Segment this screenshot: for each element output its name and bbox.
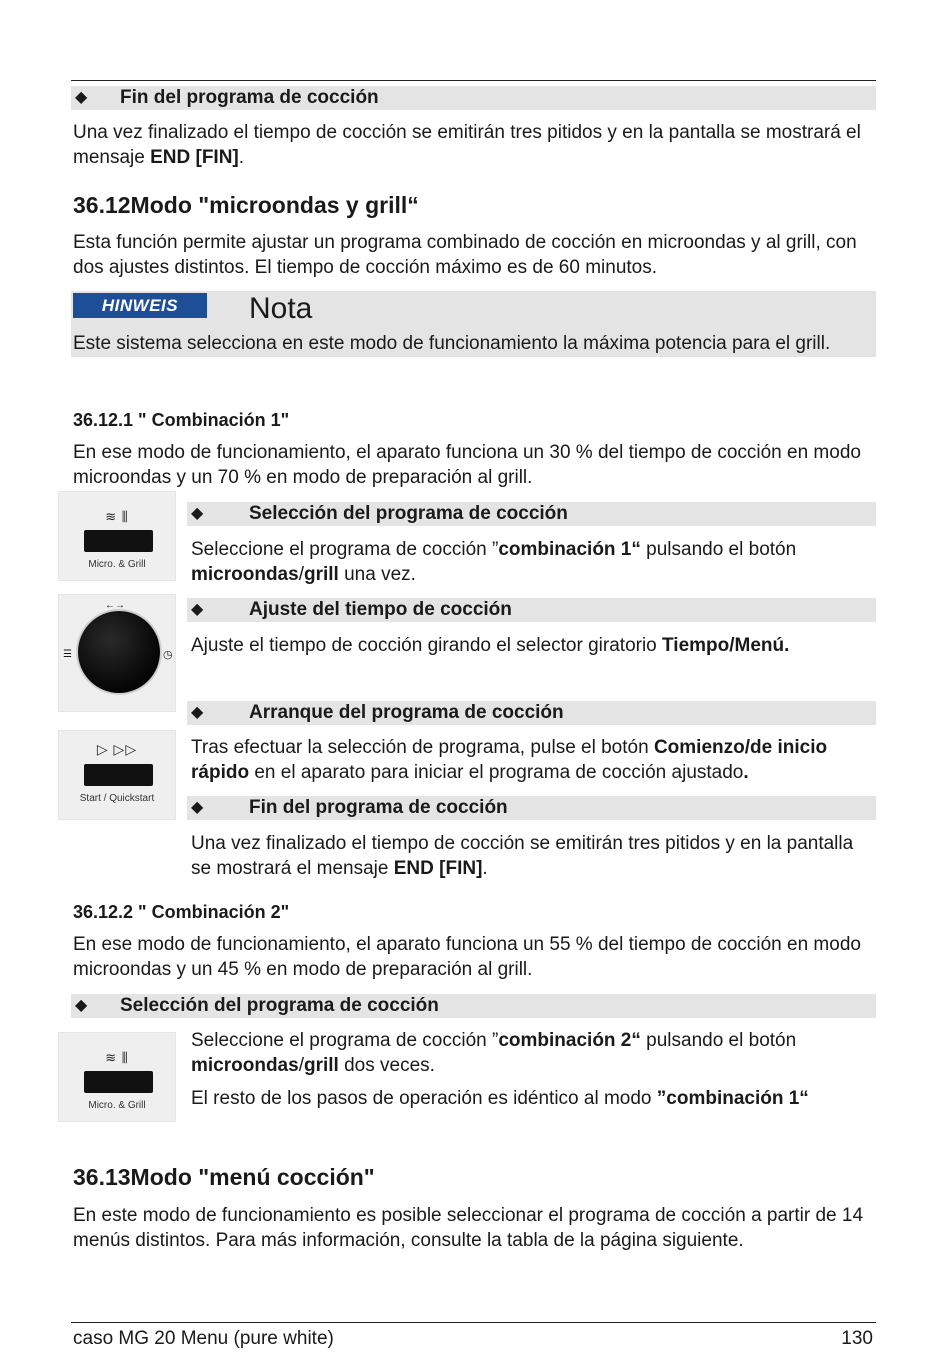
paragraph: En ese modo de funcionamiento, el aparato funciona un 30 % del tiempo de cocción en modo microondas y un 70 % en modo de preparación al grill.	[73, 442, 861, 488]
step-title: Selección del programa de cocción	[249, 503, 568, 524]
button-caption: Start / Quickstart	[79, 793, 155, 804]
button-graphic	[84, 1071, 153, 1093]
paragraph: Ajuste el tiempo de cocción girando el selector giratorio Tiempo/Menú.	[191, 635, 790, 656]
diamond-icon: ◆	[191, 704, 204, 721]
diamond-icon: ◆	[191, 601, 204, 618]
step-title: Fin del programa de cocción	[249, 797, 508, 818]
section-heading: 36.12Modo "microondas y grill“	[73, 192, 419, 218]
diamond-icon: ◆	[191, 505, 204, 522]
step-bar	[187, 701, 876, 725]
note-box	[71, 291, 876, 357]
paragraph: En este modo de funcionamiento es posible seleccionar el programa de cocción a partir de 14 menús distintos. Para más información, consulte la tabla de la página siguiente.	[73, 1205, 864, 1251]
paragraph: Seleccione el programa de cocción ”combinación 1“ pulsando el botón microondas/grill una vez.	[191, 539, 797, 585]
step-bar	[187, 796, 876, 820]
rotary-knob	[78, 611, 160, 693]
hinweis-badge: HINWEIS	[73, 293, 207, 318]
microwave-grill-icon: ≋ ⫼	[105, 1050, 129, 1065]
paragraph: En ese modo de funcionamiento, el aparato funciona un 55 % del tiempo de cocción en modo microondas y un 45 % en modo de preparación al grill.	[73, 934, 861, 980]
paragraph: Seleccione el programa de cocción ”combinación 2“ pulsando el botón microondas/grill dos veces.	[191, 1030, 797, 1076]
start-quickstart-button-illustration	[58, 730, 176, 820]
clock-icon: ◷	[163, 649, 173, 661]
time-menu-dial-illustration	[58, 594, 176, 712]
note-text: Este sistema selecciona en este modo de funcionamiento la máxima potencia para el grill.	[73, 333, 831, 354]
section-bar	[71, 86, 876, 110]
micro-grill-button-illustration	[58, 1032, 176, 1122]
play-icon: ▷ ▷▷	[96, 741, 138, 757]
rotate-arrows-icon: ←→	[105, 600, 125, 611]
button-graphic	[84, 764, 153, 786]
paragraph: Tras efectuar la selección de programa, pulse el botón Comienzo/de inicio rápido en el aparato para iniciar el programa de cocción ajustado.	[191, 737, 828, 783]
diamond-icon: ◆	[75, 997, 88, 1014]
step-bar	[187, 502, 876, 526]
step-title: Arranque del programa de cocción	[249, 702, 564, 723]
button-caption: Micro. & Grill	[88, 559, 146, 570]
diamond-icon: ◆	[75, 89, 88, 106]
microwave-grill-icon: ≋ ⫼	[105, 509, 129, 524]
note-title: Nota	[249, 292, 313, 325]
step-title: Selección del programa de cocción	[120, 995, 439, 1016]
micro-grill-button-illustration	[58, 491, 176, 581]
step-title: Ajuste del tiempo de cocción	[249, 599, 512, 620]
top-rule	[71, 80, 876, 81]
section-heading: 36.13Modo "menú cocción"	[73, 1164, 375, 1190]
menu-list-icon: ☰	[63, 649, 72, 660]
step-bar	[187, 598, 876, 622]
subsection-heading: 36.12.1 " Combinación 1"	[73, 410, 290, 430]
bar-title: Fin del programa de cocción	[120, 87, 379, 108]
paragraph: El resto de los pasos de operación es idéntico al modo ”combinación 1“	[191, 1088, 809, 1109]
step-bar	[71, 994, 876, 1018]
footer-title: caso MG 20 Menu (pure white)	[73, 1328, 334, 1349]
page-number: 130	[841, 1328, 873, 1349]
footer-rule	[71, 1322, 876, 1323]
button-graphic	[84, 530, 153, 552]
paragraph: Una vez finalizado el tiempo de cocción se emitirán tres pitidos y en la pantalla se mostrará el mensaje END [FIN].	[73, 122, 861, 168]
diamond-icon: ◆	[191, 799, 204, 816]
paragraph: Esta función permite ajustar un programa combinado de cocción en microondas y al grill, con dos ajustes distintos. El tiempo de cocción máximo es de 60 minutos.	[73, 232, 857, 278]
subsection-heading: 36.12.2 " Combinación 2"	[73, 902, 290, 922]
paragraph: Una vez finalizado el tiempo de cocción se emitirán tres pitidos y en la pantalla se mostrará el mensaje END [FIN].	[191, 833, 854, 879]
button-caption: Micro. & Grill	[88, 1100, 146, 1111]
